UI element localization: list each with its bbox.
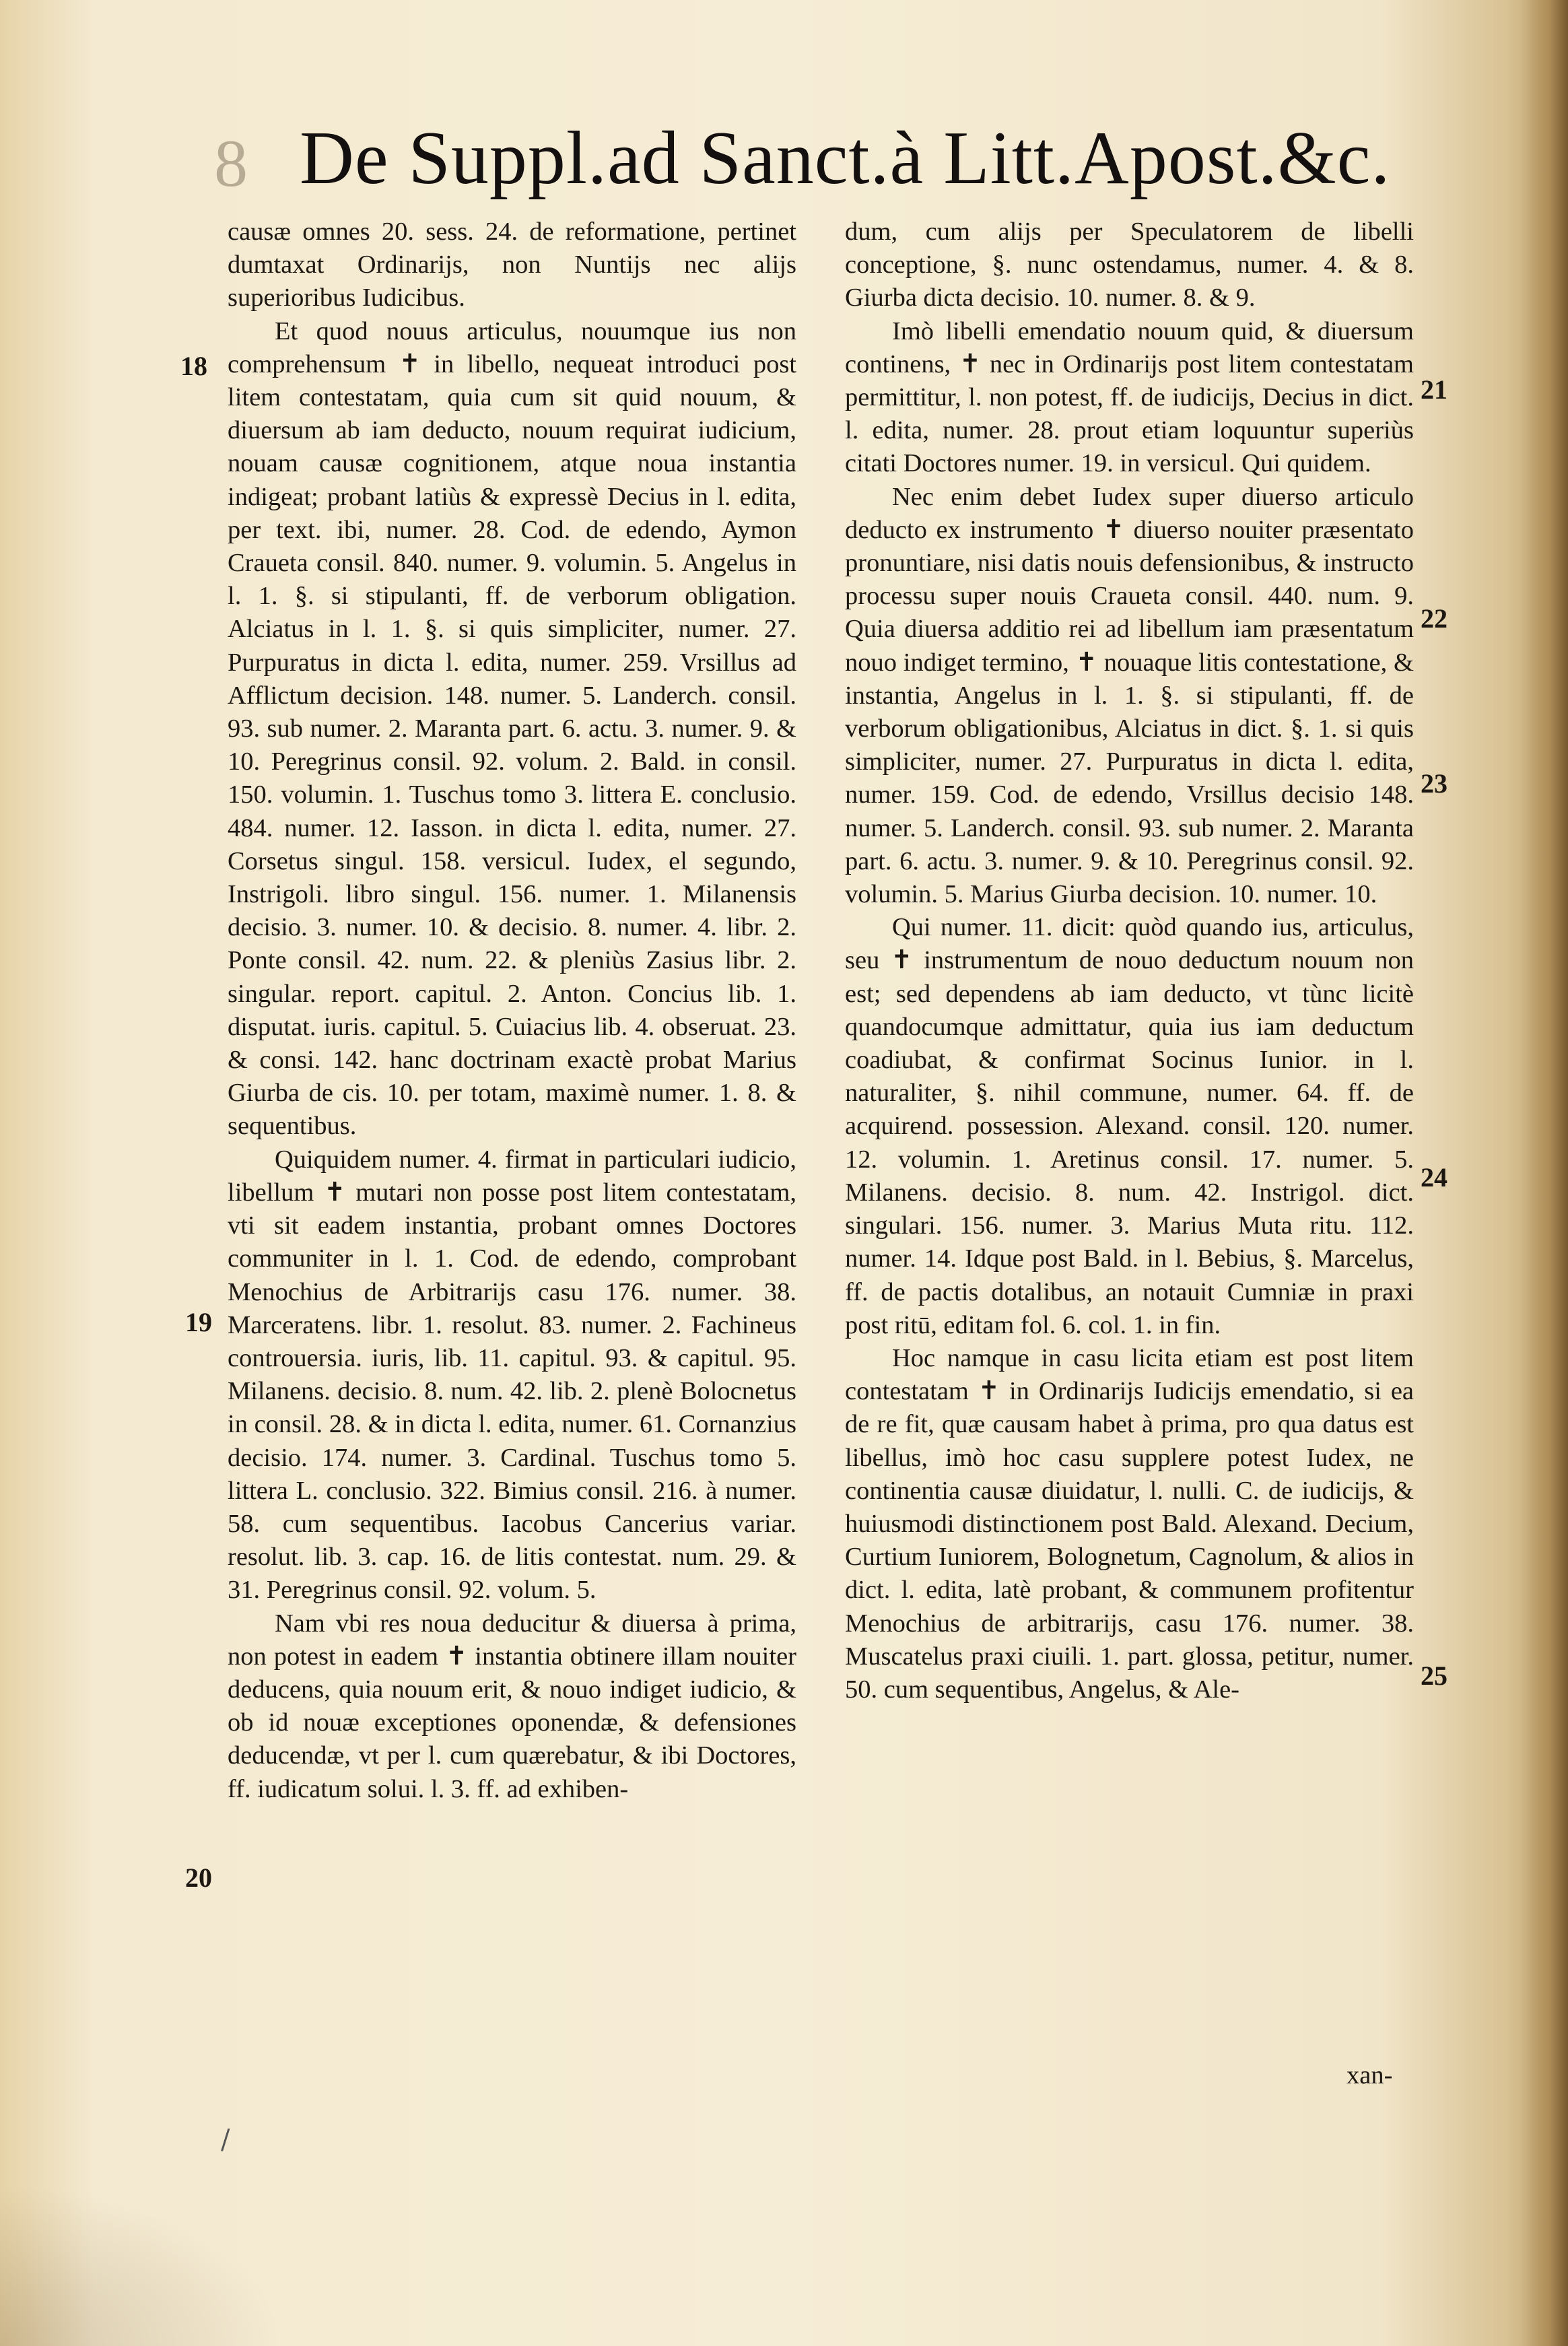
paragraph: Quiquidem numer. 4. firmat in particulari iudicio, libellum ✝ mutari non posse post litem contestatam, vti sit eadem instantia, probant omnes Doctores communiter in l. 1. Cod. de edendo, comprobant Menochius de Arbitrarijs casu 176. numer. 38. Marceratens. libr. 1. resolut. 83. numer. 2. Fachineus controuersia. iuris, lib. 11. capitul. 93. & capitul. 95. Milanens. decisio. 8. num. 42. lib. 2. plenè Bolocnetus in consil. 28. & in dicta l. edita, numer. 61. Cornanzius decisio. 174. numer. 3. Cardinal. Tuschus tomo 5. littera L. conclusio. 322. Bimius consil. 216. à numer. 58. cum sequentibus. Iacobus Cancerius variar. resolut. lib. 3. cap. 16. de litis contestat. num. 29. & 31. Peregrinus consil. 92. volum. 5. xyxy=(228,1145,796,1605)
paragraph: Qui numer. 11. dicit: quòd quando ius, articulus, seu ✝ instrumentum de nouo deductum nouum non est; sed dependens ab iam deducto, vt tùnc licitè quandocumque admittatur, quia ius iam deductum coadiubat, & confirmat Socinus Iunior. in l. naturaliter, §. nihil commune, numer. 64. ff. de acquirend. possession. Alexand. consil. 120. numer. 12. volumin. 1. Aretinus consil. 17. numer. 5. Milanens. decisio. 8. num. 42. Instrigol. dict. singulari. 156. numer. 3. Marius Muta ritu. 112. numer. 14. Idque post Bald. in l. Bebius, §. Marcelus, ff. de pactis dotalibus, an notauit Cumniæ in praxi post ritū, editam fol. 6. col. 1. in fin. xyxy=(845,913,1414,1339)
paragraph: Nam vbi res noua deducitur & diuersa à prima, non potest in eadem ✝ instantia obtinere illam nouiter deducens, quia nouum erit, & nouo indiget iudicio, & ob id nouæ exceptiones oponendæ, & defensiones deducendæ, vt per l. cum quærebatur, & ibi Doctores, ff. iudicatum solui. l. 3. ff. ad exhiben- xyxy=(228,1609,796,1803)
margin-number: 19 xyxy=(185,1307,212,1337)
paragraph: Nec enim debet Iudex super diuerso articulo deducto ex instrumento ✝ diuerso nouiter præsentato pronuntiare, nisi datis nouis defensionibus, & instructo processu super nouis Craueta consil. 440. num. 9. Quia diuersa additio rei ad libellum iam præsentatum nouo indiget termino, ✝ nouaque litis contestatione, & instantia, Angelus in l. 1. §. si stipulanti, ff. de verborum obligationibus, Alciatus in dict. §. 1. si quis simpliciter, numer. 27. Purpuratus in dicta l. edita, numer. 159. Cod. de edendo, Vrsillus decisio 148. numer. 5. Landerch. consil. 93. sub numer. 2. Maranta part. 6. actu. 3. numer. 9. & 10. Peregrinus consil. 92. volumin. 5. Marius Giurba decision. 10. numer. 10. xyxy=(845,482,1414,909)
pen-mark: / xyxy=(221,2124,230,2155)
margin-number: 20 xyxy=(185,1863,212,1893)
margin-number: 22 xyxy=(1421,603,1447,634)
margin-number: 24 xyxy=(1421,1162,1447,1193)
catchword: xan- xyxy=(1347,2061,1393,2089)
running-header: De Suppl.ad Sanct.à Litt.Apost.&c. xyxy=(300,116,1391,200)
paragraph: causæ omnes 20. sess. 24. de reformatione, pertinet dumtaxat Ordinarijs, non Nuntijs nec alijs superioribus Iudicibus. xyxy=(228,217,796,312)
paragraph: dum, cum alijs per Speculatorem de libelli conceptione, §. nunc ostendamus, numer. 4. & 8. Giurba dicta decisio. 10. numer. 8. & 9. xyxy=(845,217,1414,312)
left-column xyxy=(228,215,796,1806)
paragraph: Hoc namque in casu licita etiam est post litem contestatam ✝ in Ordinarijs Iudicijs emendatio, si ea de re fit, quæ causam habet à prima, pro qua datus est libellus, imò hoc casu supplere potest Iudex, ne continentia causæ diuidatur, l. nulli. C. de iudicijs, & huiusmodi distinctionem post Bald. Alexand. Decium, Curtium Iuniorem, Bolognetum, Cagnolum, & alios in dict. l. edita, latè probant, & communem profitentur Menochius de arbitrarijs, casu 176. numer. 38. Muscatelus praxi ciuili. 1. part. glossa, petitur, numer. 50. cum sequentibus, Angelus, & Ale- xyxy=(845,1343,1414,1704)
paragraph: Imò libelli emendatio nouum quid, & diuersum continens, ✝ nec in Ordinarijs post litem contestatam permittitur, l. non potest, ff. de iudicijs, Decius in dict. l. edita, numer. 28. prout etiam loquuntur superiùs citati Doctores numer. 19. in versicul. Qui quidem. xyxy=(845,316,1414,478)
paper-stain xyxy=(0,2184,283,2346)
paragraph: Et quod nouus articulus, nouumque ius non comprehensum ✝ in libello, nequeat introduci post litem contestatam, quia cum sit quid nouum, & diuersum ab iam deducto, nouum requirat iudicium, nouam causæ cognitionem, atque noua instantia indigeat; probant latiùs & expressè Decius in l. edita, per text. ibi, numer. 28. Cod. de edendo, Aymon Craueta consil. 840. numer. 9. volumin. 5. Angelus in l. 1. §. si stipulanti, ff. de verborum obligation. Alciatus in l. 1. §. si quis simpliciter, numer. 27. Purpuratus in dicta l. edita, numer. 259. Vrsillus ad Afflictum decision. 148. numer. 5. Landerch. consil. 93. sub numer. 2. Maranta part. 6. actu. 3. numer. 9. & 10. Peregrinus consil. 92. volum. 2. Bald. in consil. 150. volumin. 1. Tuschus tomo 3. littera E. conclusio. 484. numer. 12. Iasson. in dicta l. edita, numer. 27. Corsetus singul. 158. versicul. Iudex, el segundo, Instrigoli. libro singul. 156. numer. 1. Milanensis decisio. 3. numer. 10. & decisio. 8. numer. 4. libr. 2. Ponte consil. 42. num. 22. & pleniùs Zasius libr. 2. singular. report. capitul. 2. Anton. Concius lib. 1. disputat. iuris. capitul. 5. Cuiacius lib. 4. obseruat. 23. & consi. 142. hanc doctrinam exactè probat Marius Giurba de cis. 10. per totam, maximè numer. 1. 8. & sequentibus. xyxy=(228,316,796,1141)
right-column xyxy=(845,215,1414,1706)
margin-number: 23 xyxy=(1421,768,1447,799)
page-number: 8 xyxy=(214,126,248,201)
margin-number: 18 xyxy=(180,351,207,381)
margin-number: 25 xyxy=(1421,1661,1447,1691)
margin-number: 21 xyxy=(1421,374,1447,405)
page-edge-shadow xyxy=(1521,0,1568,2346)
